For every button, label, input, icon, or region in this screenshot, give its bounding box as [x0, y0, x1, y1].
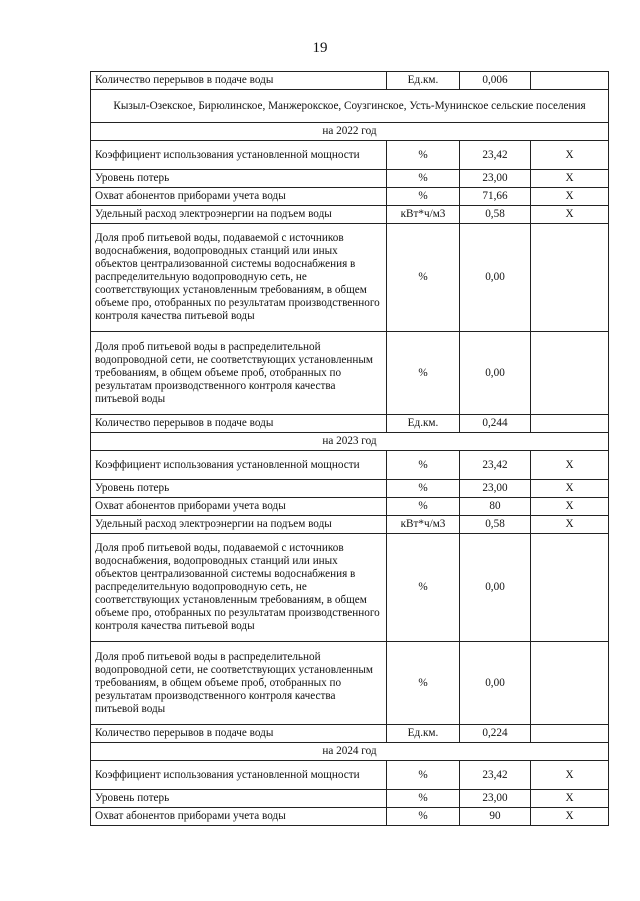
value-cell: 23,00	[460, 790, 531, 808]
unit-cell: %	[387, 790, 460, 808]
unit-cell: %	[387, 141, 460, 170]
settlements-heading: Кызыл-Озекское, Бирюлинское, Манжерокское, Соузгинское, Усть-Мунинское сельские поселения	[91, 90, 609, 123]
unit-cell: Ед.км.	[387, 725, 460, 743]
indicator-cell: Охват абонентов приборами учета воды	[91, 808, 387, 826]
unit-cell: %	[387, 170, 460, 188]
unit-cell: %	[387, 808, 460, 826]
table-row	[91, 725, 609, 743]
mark-cell: X	[531, 761, 609, 790]
indicator-cell: Уровень потерь	[91, 170, 387, 188]
mark-cell	[531, 332, 609, 415]
value-cell: 80	[460, 498, 531, 516]
indicator-cell: Доля проб питьевой воды, подаваемой с источников водоснабжения, водопроводных станций или иных объектов централизованной системы водоснабжения в распределительную водопроводную сеть, не соответствующих установленным требованиям, в общем объеме про, отобранных по результатам производственного контроля качества питьевой воды	[91, 224, 387, 332]
table-row	[91, 498, 609, 516]
unit-cell: кВт*ч/м3	[387, 516, 460, 534]
value-cell: 0,00	[460, 534, 531, 642]
value-cell: 90	[460, 808, 531, 826]
value-cell: 23,42	[460, 141, 531, 170]
unit-cell: Ед.км.	[387, 415, 460, 433]
mark-cell: X	[531, 498, 609, 516]
mark-cell: X	[531, 808, 609, 826]
value-cell: 23,42	[460, 761, 531, 790]
year-row	[91, 433, 609, 451]
value-cell: 0,00	[460, 224, 531, 332]
unit-cell: %	[387, 451, 460, 480]
table-row	[91, 188, 609, 206]
unit-cell: %	[387, 188, 460, 206]
indicator-cell: Количество перерывов в подаче воды	[91, 415, 387, 433]
year-heading: на 2023 год	[91, 433, 609, 451]
value-cell: 0,58	[460, 516, 531, 534]
mark-cell: X	[531, 480, 609, 498]
value-cell: 0,00	[460, 642, 531, 725]
indicator-cell: Коэффициент использования установленной мощности	[91, 761, 387, 790]
mark-cell	[531, 534, 609, 642]
indicator-cell: Уровень потерь	[91, 790, 387, 808]
indicator-cell: Охват абонентов приборами учета воды	[91, 188, 387, 206]
mark-cell: X	[531, 516, 609, 534]
indicators-table	[90, 71, 609, 826]
table-row	[91, 224, 609, 332]
year-row	[91, 123, 609, 141]
indicator-cell: Доля проб питьевой воды, подаваемой с источников водоснабжения, водопроводных станций или иных объектов централизованной системы водоснабжения в распределительную водопроводную сеть, не соответствующих установленным требованиям, в общем объеме про, отобранных по результатам производственного контроля качества питьевой воды	[91, 534, 387, 642]
table-row	[91, 451, 609, 480]
unit-cell: %	[387, 642, 460, 725]
mark-cell: X	[531, 206, 609, 224]
indicator-cell: Коэффициент использования установленной мощности	[91, 451, 387, 480]
value-cell: 23,42	[460, 451, 531, 480]
value-cell: 71,66	[460, 188, 531, 206]
table-row	[91, 170, 609, 188]
value-cell: 23,00	[460, 480, 531, 498]
indicator-cell: Коэффициент использования установленной мощности	[91, 141, 387, 170]
table-row	[91, 642, 609, 725]
table-row	[91, 516, 609, 534]
year-heading: на 2024 год	[91, 743, 609, 761]
page-number: 19	[312, 40, 328, 56]
table-row	[91, 332, 609, 415]
value-cell: 0,244	[460, 415, 531, 433]
mark-cell: X	[531, 170, 609, 188]
mark-cell: X	[531, 141, 609, 170]
table-row	[91, 415, 609, 433]
table-row	[91, 141, 609, 170]
indicator-cell: Уровень потерь	[91, 480, 387, 498]
year-row	[91, 743, 609, 761]
year-heading: на 2022 год	[91, 123, 609, 141]
settlements-row	[91, 90, 609, 123]
value-cell: 0,00	[460, 332, 531, 415]
table-row	[91, 790, 609, 808]
unit-cell: Ед.км.	[387, 72, 460, 90]
unit-cell: %	[387, 224, 460, 332]
mark-cell	[531, 72, 609, 90]
mark-cell: X	[531, 188, 609, 206]
indicator-cell: Удельный расход электроэнергии на подъем воды	[91, 206, 387, 224]
mark-cell	[531, 642, 609, 725]
mark-cell	[531, 415, 609, 433]
indicator-cell: Количество перерывов в подаче воды	[91, 72, 387, 90]
table-row	[91, 534, 609, 642]
value-cell: 23,00	[460, 170, 531, 188]
mark-cell	[531, 224, 609, 332]
mark-cell	[531, 725, 609, 743]
mark-cell: X	[531, 790, 609, 808]
mark-cell: X	[531, 451, 609, 480]
table-row	[91, 480, 609, 498]
value-cell: 0,006	[460, 72, 531, 90]
indicator-cell: Удельный расход электроэнергии на подъем воды	[91, 516, 387, 534]
unit-cell: %	[387, 498, 460, 516]
value-cell: 0,224	[460, 725, 531, 743]
value-cell: 0,58	[460, 206, 531, 224]
indicator-cell: Доля проб питьевой воды в распределительной водопроводной сети, не соответствующих установленным требованиям, в общем объеме проб, отобранных по результатам производственного контроля качества питьевой воды	[91, 332, 387, 415]
unit-cell: %	[387, 332, 460, 415]
table-row	[91, 206, 609, 224]
table-row	[91, 761, 609, 790]
unit-cell: %	[387, 534, 460, 642]
unit-cell: %	[387, 480, 460, 498]
indicator-cell: Охват абонентов приборами учета воды	[91, 498, 387, 516]
indicator-cell: Количество перерывов в подаче воды	[91, 725, 387, 743]
table-row	[91, 808, 609, 826]
table-row	[91, 72, 609, 90]
indicator-cell: Доля проб питьевой воды в распределительной водопроводной сети, не соответствующих установленным требованиям, в общем объеме проб, отобранных по результатам производственного контроля качества питьевой воды	[91, 642, 387, 725]
unit-cell: кВт*ч/м3	[387, 206, 460, 224]
unit-cell: %	[387, 761, 460, 790]
